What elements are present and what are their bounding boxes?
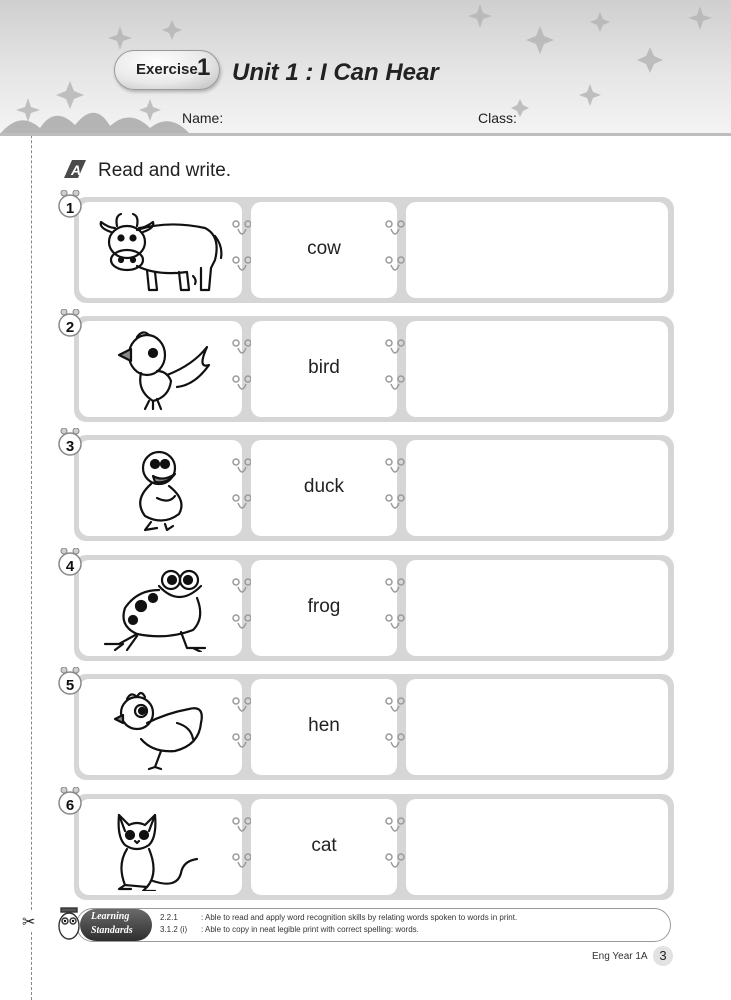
answer-box[interactable] — [406, 799, 668, 895]
word-label: cat — [311, 835, 337, 856]
binder-ring-icon — [232, 338, 252, 364]
word-label: cow — [307, 238, 341, 259]
word-cell — [251, 202, 397, 298]
page-number: 3 — [659, 948, 667, 963]
instruction-text: Read and write. — [98, 160, 232, 181]
section-a-icon — [62, 158, 88, 180]
binder-ring-icon — [232, 816, 252, 842]
binder-ring-icon — [385, 493, 405, 519]
binder-ring-icon — [232, 493, 252, 519]
binder-ring-icon — [385, 255, 405, 281]
book-title: Eng Year 1A — [592, 951, 648, 962]
word-label: duck — [303, 476, 345, 497]
exercise-row — [65, 555, 674, 661]
item-number: 1 — [65, 200, 75, 217]
word-cell — [251, 799, 397, 895]
word-label: bird — [308, 357, 340, 378]
binder-ring-icon — [232, 255, 252, 281]
cow-icon — [97, 206, 225, 294]
binder-ring-icon — [232, 852, 252, 878]
exercise-row — [65, 794, 674, 900]
answer-box[interactable] — [406, 560, 668, 656]
exercise-label: Exercise — [136, 61, 198, 78]
binder-ring-icon — [385, 696, 405, 722]
exercise-row — [65, 674, 674, 780]
binder-ring-icon — [232, 374, 252, 400]
picture-cell — [79, 321, 242, 417]
header-divider — [0, 133, 731, 136]
name-label: Name: — [182, 110, 224, 126]
binder-ring-icon — [385, 338, 405, 364]
scissors-icon: ✂ — [22, 914, 36, 931]
standard-description: : Able to copy in neat legible print with correct spelling: words. — [201, 925, 419, 934]
binder-ring-icon — [232, 732, 252, 758]
svg-text:A: A — [71, 162, 82, 178]
hen-icon — [97, 683, 225, 771]
binder-ring-icon — [232, 457, 252, 483]
answer-box[interactable] — [406, 440, 668, 536]
binder-ring-icon — [385, 732, 405, 758]
standard-code: 3.1.2 (i) — [160, 925, 188, 934]
binder-ring-icon — [385, 852, 405, 878]
word-cell — [251, 321, 397, 417]
item-number: 2 — [65, 319, 75, 336]
answer-box[interactable] — [406, 679, 668, 775]
word-cell — [251, 560, 397, 656]
word-cell — [251, 440, 397, 536]
word-label: hen — [308, 715, 340, 736]
page-title: Unit 1 : I Can Hear — [232, 59, 439, 86]
standards-label: Standards — [91, 925, 133, 936]
duck-icon — [97, 444, 225, 532]
exercise-row — [65, 435, 674, 541]
binder-ring-icon — [232, 219, 252, 245]
exercise-number: 1 — [197, 54, 211, 81]
binder-ring-icon — [385, 457, 405, 483]
cut-line — [31, 0, 32, 1000]
picture-cell — [79, 679, 242, 775]
item-number: 3 — [65, 438, 75, 455]
frog-icon — [97, 564, 225, 652]
picture-cell — [79, 799, 242, 895]
binder-ring-icon — [232, 577, 252, 603]
exercise-row — [65, 197, 674, 303]
class-label: Class: — [478, 110, 517, 126]
owl-icon — [56, 906, 82, 942]
binder-ring-icon — [385, 374, 405, 400]
binder-ring-icon — [385, 577, 405, 603]
bird-icon — [97, 325, 225, 413]
picture-cell — [79, 202, 242, 298]
picture-cell — [79, 440, 242, 536]
binder-ring-icon — [385, 816, 405, 842]
binder-ring-icon — [232, 613, 252, 639]
item-number: 5 — [65, 677, 75, 694]
standard-description: : Able to read and apply word recognition skills by relating words spoken to words in print. — [201, 913, 518, 922]
item-number: 6 — [65, 797, 75, 814]
answer-box[interactable] — [406, 202, 668, 298]
exercise-row — [65, 316, 674, 422]
learning-label: Learning — [91, 911, 130, 922]
binder-ring-icon — [385, 219, 405, 245]
word-label: frog — [307, 596, 341, 617]
item-number: 4 — [65, 558, 75, 575]
binder-ring-icon — [385, 613, 405, 639]
word-cell — [251, 679, 397, 775]
answer-box[interactable] — [406, 321, 668, 417]
cat-icon — [97, 803, 225, 891]
standard-code: 2.2.1 — [160, 913, 178, 922]
page-header — [0, 0, 731, 134]
binder-ring-icon — [232, 696, 252, 722]
picture-cell — [79, 560, 242, 656]
